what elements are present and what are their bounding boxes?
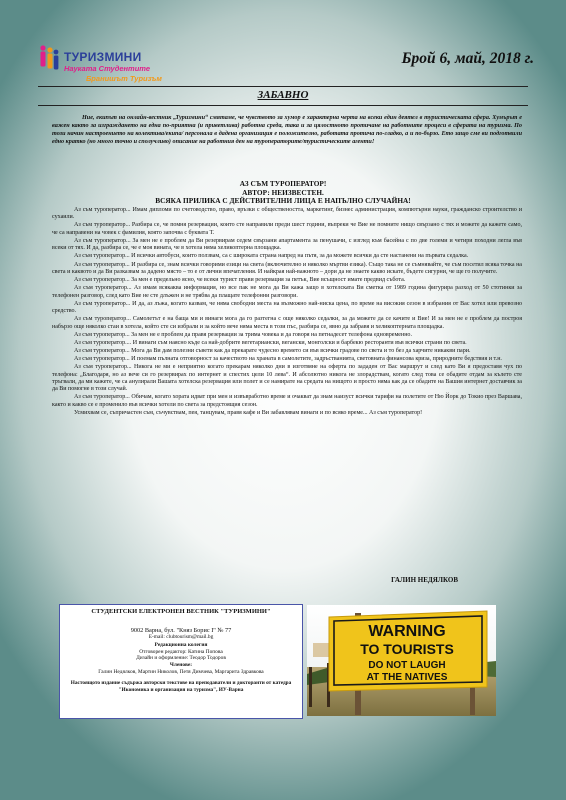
- logo-tagline-2: Бранишът Туризъм: [86, 74, 162, 83]
- article-paragraph: Аз съм туроператор... Мога да Ви дам полезни съвети как да прекарате чудесно времето си във всички градове по света и то без да харчите никакви пари.: [74, 347, 471, 354]
- article-paragraph: Аз съм туроператор... Самолетът е на баща ми и винаги мога да го разтегна с още няколко седалки, за да можете да се качите и Вие! И за мен не е проблем да построя набързо още няколко стаи в хотела, който сте си избрали и за който вече няма места в този пъс, разбира се, явно да забравя и хеликоптерната площадка.: [52, 316, 522, 330]
- logo-tagline-1: Науката Студентите: [64, 64, 151, 73]
- masthead-board-heading: Редакционна колегия: [154, 641, 208, 648]
- article-paragraph: Усмихвам се, съпричастен съм, съчувствам, пея, танцувам, правя кафе и Ви забавлявам винаги и по всяко време... Аз съм туроператор!: [74, 409, 423, 416]
- section-title: ЗАБАВНО: [257, 89, 309, 101]
- masthead-footer: Настоящото издание съдържа авторски текстове на преподаватели и докторанти от катедра "Икономика и организация на туризма", ИУ-Варна: [70, 680, 292, 693]
- top-divider: [38, 86, 528, 87]
- article-paragraph: Аз съм туроператор.... И винаги съм наясно къде са най-добрите вегетариански, вегански, монголски и барбекю ресторанти във всички страни по света.: [74, 339, 467, 346]
- logo-figures-icon: [38, 44, 60, 74]
- issue-info: Брой 6, май, 2018 г.: [401, 50, 534, 67]
- article-paragraph: Аз съм туроператор... И да, аз лъжа, когато казвам, че няма свободни места на възможно най-ниска цена, по време на високия сезон в избрания от Вас хотел или превозно средство.: [52, 300, 522, 315]
- intro-paragraph: Ние, екипът на онлайн-вестник „Туризмини“ смятаме, че чувството за хумор е характерна черта на всеки един деятел в туристическата сфера. Хумърът е важен както за изграждането на една по-приятна (и приветлива) работна среда, така и за цялостното протичане на работните процеси в сферата на туризма. По този начин настроението на колектива/екипа/ персонала в дадена организация е положително, работата протича по-гладко, а и по-бързо. Ето защо сме ви подготвили едно кратко (но много точно и сполучливо) описание на работния ден на туроператорите/туристическите агенти!: [52, 115, 522, 146]
- masthead-box: [59, 604, 303, 719]
- masthead-editor: Отговорен редактор: Катина Попова: [139, 648, 223, 655]
- article-author: АВТОР: НЕИЗВЕСТЕН.: [242, 187, 324, 197]
- article-paragraph: Аз съм туроператор... И поемам пълната отговорност за качеството на храната в самолетите, задръстванията, световната финансова криза, природните бедствия и т.н.: [74, 356, 502, 363]
- masthead-members-heading: Членове:: [169, 661, 193, 668]
- masthead-members: Галин Недялков, Мартин Николов, Петя Димчева, Маргарита Здравкова: [98, 668, 264, 675]
- article-signature: ГАЛИН НЕДЯЛКОВ: [391, 576, 458, 584]
- article-paragraph: Аз съм туроператор... Разбира се, че помня резервации, които сте направили преди шест години, въпреки че Вие не помните нищо свързано с тях и можете да кажете само, че са направени на човек с фамилия, която започва с буквата Т.: [52, 222, 522, 236]
- sign-line-2: TO TOURISTS: [360, 641, 454, 657]
- article-headings: [0, 180, 566, 206]
- article-paragraph: Аз съм туроператор... Никога не ми е неприятно когато прекарам няколко дни в изготвяне на оферта по зададен от Вас маршрут и след като Ви я предоставя чух по телефона: „Благодаря, но аз вече си го резервирах по интернет и спестих цели 10 лева“. И абсолютно никога не злорадствам, когато след това се обадите отдам за кълето сте тръгвали, да ми кажете, че са анулирали Вашата хотелска резервация или полет и се намирате на средата на нищото и просто няма как да се обадите на Вашия интернет доставчик за да Ви помогне в този случай.: [52, 364, 522, 393]
- article-paragraph: Аз съм туроператор... Имам дипломи по счетоводство, право, връзки с обществеността, маркетинг, бизнес администрация, компютърни науки, гражданско строителство и сухаили.: [52, 207, 522, 221]
- article-body: [52, 207, 522, 418]
- article-paragraph: Аз съм туроператор... Аз имам всякаква информация, но все пак не мога да Ви кажа защо в хотелската Ви сметка от 1989 година фигурира разход от 50 стотинки за телефонен разговор, след като Вие не сте длъжен и не трябва да плащате телефонни разговори.: [52, 285, 522, 299]
- warning-sign-image: [307, 605, 496, 716]
- masthead-design: Дизайн и оформление: Теодор Тодоров: [136, 655, 226, 662]
- article-title: АЗ СЪМ ТУРОПЕРАТОР!: [239, 179, 327, 188]
- logo: [38, 44, 188, 82]
- article-paragraph: Аз съм туроператор... И разбира се, знам всички говорими езици на света (включително и няколко мъртви езика). Също така не се съмнявайте, че съм посетил всяка точка на света и каквото и да Ви разказвам за даденo място – то е от лични впечатления. И найкрая най-важното – дори да не знаете какво искате, бъдете сигурни, че ще го получите.: [52, 261, 522, 275]
- masthead-email[interactable]: E-mail: clubtourism@mail.bg: [148, 634, 214, 641]
- section-divider: [38, 105, 528, 106]
- sign-line-4: AT THE NATIVES: [366, 672, 448, 683]
- article-paragraph: Аз съм туроператор... И всички автобуси, които ползвам, са с широката страна напред на пътя, за да можете всички да сте настанени на първата седалка.: [74, 253, 469, 260]
- article-paragraph: Аз съм туроператор... За мен е предельно ясно, че всеки турист прави резервация за петък, Вие всъщност имате предвид събота.: [74, 277, 406, 284]
- sign-line-3: DO NOT LAUGH: [368, 660, 446, 671]
- logo-name: ТУРИЗМИНИ: [64, 50, 142, 64]
- sign-line-1: WARNING: [368, 623, 446, 640]
- article-paragraph: Аз съм туроператор... Обичам, когато хората идват при мен и извъвработно време и очакват да знам наизуст всички тарифи на полетите от Ню Йорк до Токио през Варшава, както и какво се е променило във всички хотели по света за предстоящия сезон.: [52, 394, 522, 408]
- warning-sign-photo: [307, 605, 496, 716]
- article-disclaimer: ВСЯКА ПРИЛИКА С ДЕЙСТВИТЕЛНИ ЛИЦА Е НАПЪЛНО СЛУЧАЙНА!: [155, 196, 411, 206]
- masthead-title: СТУДЕНТСКИ ЕЛЕКТРОНЕН ВЕСТНИК "ТУРИЗМИНИ": [91, 608, 271, 615]
- article-paragraph: Аз съм туроператор... За мен не е проблем да правя резервации за трима човека и да говоря на петнадесет телефона едновременно.: [74, 331, 412, 338]
- article-paragraph: Аз съм туроператор... За мен не е проблем да Ви резервирам седем свързани апартамента за пенушачи, с изглед към басейна с по две големи и четири походни легла във всеки от тях. И да, разбира се, че е моя вината, че в хотела няма хеликоптерна площадка.: [52, 237, 522, 252]
- masthead-address: 9002 Варна, бул. "Княз Борис I" № 77: [130, 627, 232, 634]
